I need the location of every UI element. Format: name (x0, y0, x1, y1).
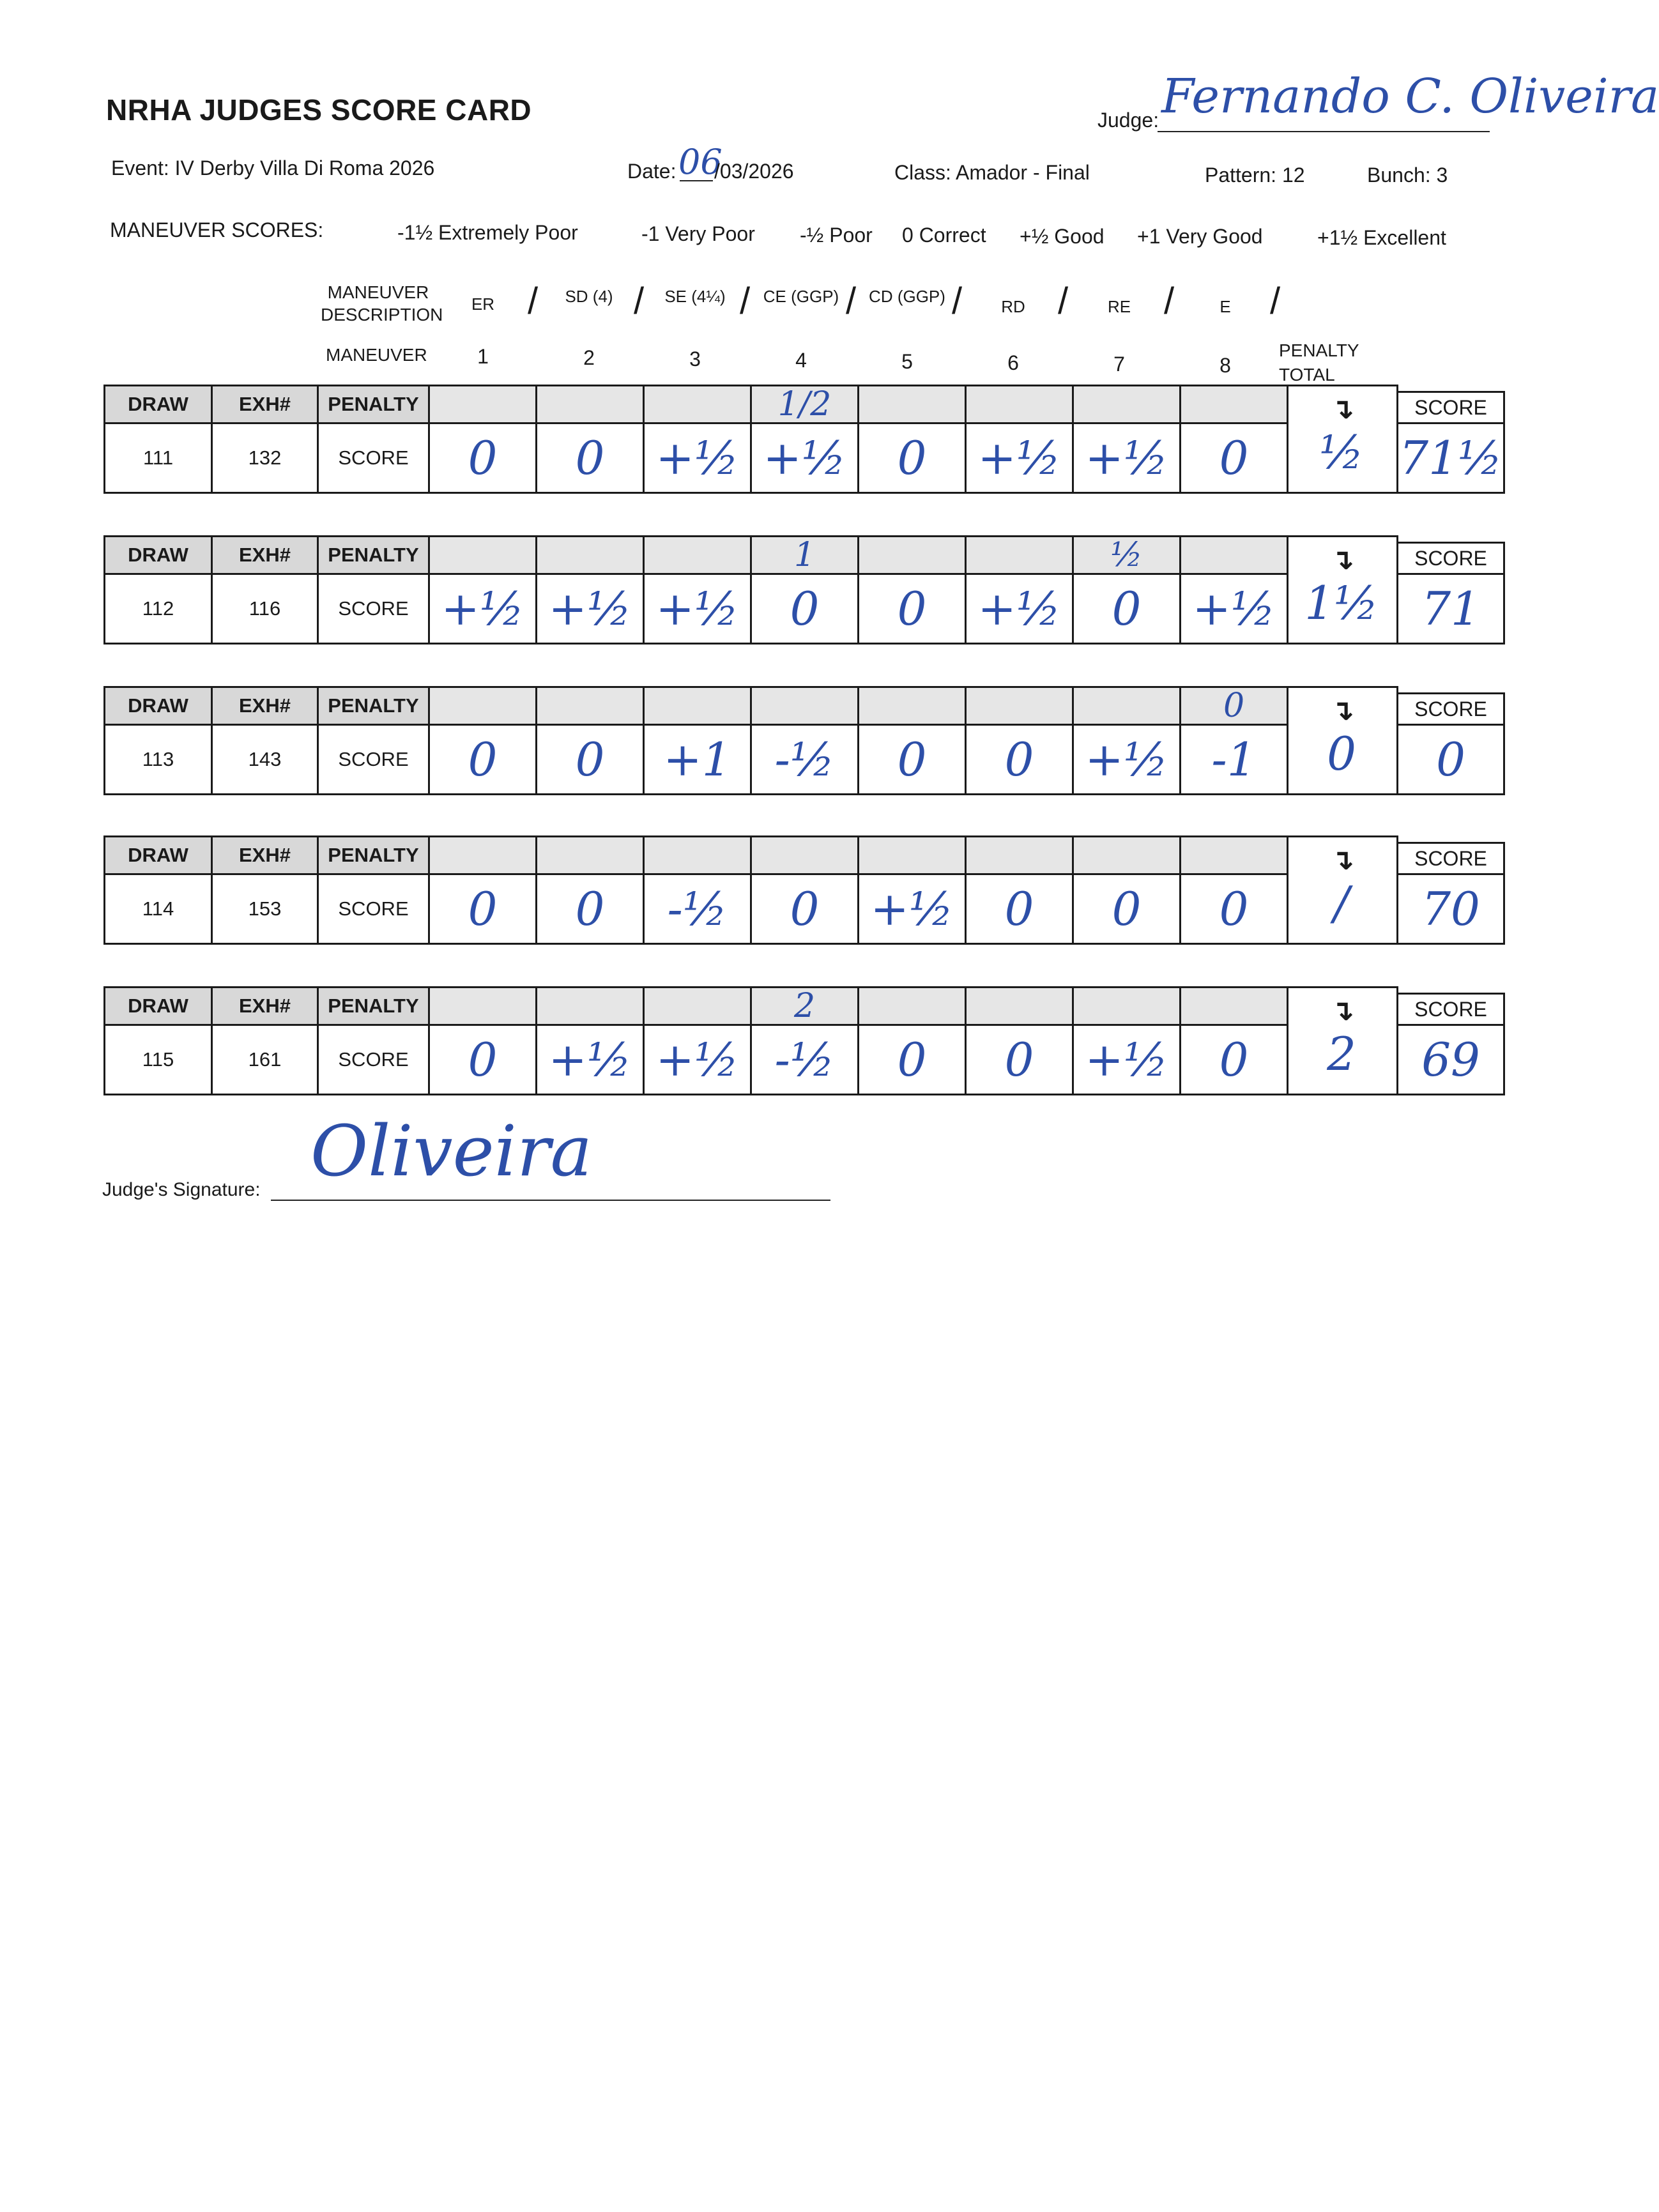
judge-label: Judge: (1097, 109, 1159, 132)
maneuver-score (857, 573, 967, 645)
signature-line (271, 1200, 830, 1201)
maneuver-score-value: 0 (1112, 882, 1142, 936)
maneuver-score-value: +½ (977, 582, 1061, 636)
class-label (894, 161, 1090, 185)
draw-header: DRAW (103, 835, 213, 875)
maneuver-penalty (535, 835, 645, 875)
class-label-text: Class: (894, 161, 951, 184)
maneuver-score-value: 0 (897, 431, 927, 485)
exh-header: EXH# (211, 535, 319, 575)
maneuver-description: RD (1001, 297, 1025, 316)
draw-number: 111 (103, 422, 213, 494)
legend-item: +1½ Excellent (1317, 226, 1446, 249)
legend-item: -1½ Extremely Poor (397, 221, 578, 244)
score-row-label: SCORE (317, 1024, 430, 1095)
maneuver-penalty (965, 686, 1074, 726)
penalty-total-label: PENALTY TOTAL (1279, 340, 1359, 385)
maneuver-score (535, 873, 645, 945)
score-row-label: SCORE (317, 573, 430, 645)
penalty-total-value: / (1333, 876, 1350, 930)
maneuver-penalty (965, 835, 1074, 875)
date-label: Date: (627, 160, 677, 183)
maneuver-score (535, 573, 645, 645)
maneuver-number: 1 (477, 345, 489, 368)
maneuver-penalty (428, 385, 537, 424)
maneuver-score-value: +½ (548, 1033, 632, 1087)
maneuver-score-value: 0 (897, 733, 927, 786)
bunch-value: 3 (1436, 164, 1448, 187)
maneuver-score (1179, 724, 1288, 795)
maneuver-score-value: 0 (468, 1033, 498, 1087)
legend-item: -½ Poor (800, 224, 873, 247)
down-arrow-icon: ↴ (1331, 544, 1354, 576)
maneuver-score-value: 0 (790, 882, 820, 936)
maneuver-score (535, 422, 645, 494)
draw-header: DRAW (103, 986, 213, 1026)
maneuver-penalty: 2 (750, 986, 859, 1026)
maneuver-penalty: ½ (1072, 535, 1181, 575)
penalty-header: PENALTY (317, 835, 430, 875)
maneuver-score (1179, 573, 1288, 645)
maneuver-number: 4 (795, 349, 807, 372)
maneuver-penalty (1072, 835, 1181, 875)
maneuver-score (643, 1024, 752, 1095)
maneuver-score-value: 0 (1004, 1033, 1034, 1087)
maneuver-score-value: +½ (655, 1033, 739, 1087)
event-value: IV Derby Villa Di Roma 2026 (174, 156, 435, 179)
exh-number: 116 (211, 573, 319, 645)
draw-number: 113 (103, 724, 213, 795)
judge-line (1158, 131, 1490, 132)
maneuver-description: CD (GGP) (869, 287, 945, 306)
column-divider: / (633, 280, 645, 322)
penalty-total-value: 0 (1327, 727, 1356, 781)
draw-header: DRAW (103, 686, 213, 726)
maneuver-score-value: +½ (977, 431, 1061, 485)
maneuver-score-value: 0 (1112, 582, 1142, 636)
draw-header: DRAW (103, 535, 213, 575)
maneuver-penalty (428, 835, 537, 875)
legend-item: 0 Correct (902, 224, 986, 247)
draw-number: 112 (103, 573, 213, 645)
legend-item: -1 Very Poor (641, 222, 755, 245)
maneuver-description: SD (4) (565, 287, 613, 306)
maneuver-penalty (1072, 385, 1181, 424)
maneuver-penalty (535, 686, 645, 726)
score-column-header: SCORE (1396, 692, 1505, 726)
maneuver-penalty (965, 986, 1074, 1026)
maneuver-description: RE (1107, 297, 1131, 316)
penalty-total-value: ½ (1319, 425, 1364, 479)
draw-number: 114 (103, 873, 213, 945)
legend-item: +½ Good (1020, 225, 1105, 248)
maneuver-description-label: MANEUVER DESCRIPTION (321, 282, 443, 324)
maneuver-score (750, 724, 859, 795)
signature-label: Judge's Signature: (102, 1179, 261, 1200)
draw-number: 115 (103, 1024, 213, 1095)
maneuver-score (1072, 873, 1181, 945)
maneuver-score-value: 0 (575, 882, 605, 936)
maneuver-score (750, 422, 859, 494)
column-divider: / (527, 280, 539, 322)
maneuver-score (428, 1024, 537, 1095)
maneuver-penalty: 0 (1179, 686, 1288, 726)
maneuver-penalty (535, 986, 645, 1026)
maneuver-score-value: -½ (774, 1033, 835, 1087)
down-arrow-icon: ↴ (1331, 844, 1354, 876)
maneuver-label: MANEUVER (326, 345, 427, 365)
maneuver-penalty (1179, 835, 1288, 875)
penalty-header: PENALTY (317, 686, 430, 726)
exh-number: 161 (211, 1024, 319, 1095)
maneuver-penalty (428, 535, 537, 575)
maneuver-score-value: 0 (790, 582, 820, 636)
maneuver-score (965, 873, 1074, 945)
maneuver-score-value: +½ (1085, 1033, 1168, 1087)
maneuver-score-value: -½ (774, 733, 835, 786)
judge-name: Fernando C. Oliveira (1161, 69, 1659, 124)
maneuver-number: 7 (1113, 353, 1125, 376)
maneuver-number: 2 (583, 346, 595, 369)
down-arrow-icon: ↴ (1331, 995, 1354, 1026)
exh-number: 132 (211, 422, 319, 494)
score-column-header: SCORE (1396, 391, 1505, 424)
maneuver-score-value: -1 (1211, 733, 1257, 786)
score-column-header: SCORE (1396, 542, 1505, 575)
maneuver-number: 8 (1219, 354, 1231, 377)
bunch-label (1367, 164, 1448, 187)
score-row-label: SCORE (317, 422, 430, 494)
maneuver-score-value: +1 (663, 733, 731, 786)
maneuver-score (535, 1024, 645, 1095)
maneuver-score (643, 422, 752, 494)
maneuver-score-value: 0 (1004, 733, 1034, 786)
maneuver-penalty (965, 385, 1074, 424)
maneuver-penalty: 1/2 (750, 385, 859, 424)
maneuver-score (857, 724, 967, 795)
pattern-value: 12 (1281, 164, 1305, 187)
final-score-value: 71 (1421, 582, 1480, 636)
maneuver-score-value: -½ (667, 882, 728, 936)
maneuver-score (643, 724, 752, 795)
maneuver-number: 5 (901, 350, 913, 373)
maneuver-score (1072, 1024, 1181, 1095)
final-score (1396, 573, 1505, 645)
maneuver-score (857, 422, 967, 494)
maneuver-penalty (750, 686, 859, 726)
maneuver-description: ER (471, 294, 495, 314)
class-value: Amador - Final (956, 161, 1090, 184)
final-score (1396, 873, 1505, 945)
maneuver-score (1072, 573, 1181, 645)
maneuver-penalty (643, 385, 752, 424)
maneuver-penalty (1179, 535, 1288, 575)
final-score (1396, 1024, 1505, 1095)
maneuver-penalty (643, 686, 752, 726)
maneuver-penalty (1179, 385, 1288, 424)
maneuver-score (750, 1024, 859, 1095)
maneuver-score-value: +½ (655, 431, 739, 485)
maneuver-score (965, 1024, 1074, 1095)
final-score (1396, 422, 1505, 494)
maneuver-score (428, 422, 537, 494)
date-day: 06 (678, 142, 722, 182)
maneuver-score (1072, 422, 1181, 494)
event-label (111, 156, 434, 180)
exh-header: EXH# (211, 686, 319, 726)
maneuver-score-value: 0 (897, 582, 927, 636)
column-divider: / (845, 280, 857, 322)
maneuver-score-value: 0 (1219, 431, 1249, 485)
penalty-total-value: 1½ (1304, 576, 1379, 630)
maneuver-penalty (965, 535, 1074, 575)
score-column-header: SCORE (1396, 842, 1505, 875)
maneuver-penalty (750, 835, 859, 875)
maneuver-score (965, 422, 1074, 494)
final-score (1396, 724, 1505, 795)
maneuver-score-value: +½ (1192, 582, 1276, 636)
maneuver-score-value: +½ (763, 431, 846, 485)
maneuver-penalty (857, 686, 967, 726)
maneuver-score (857, 1024, 967, 1095)
maneuver-penalty (643, 986, 752, 1026)
legend-label: MANEUVER SCORES: (110, 218, 324, 241)
maneuver-score (643, 573, 752, 645)
maneuver-penalty (643, 835, 752, 875)
score-row-label: SCORE (317, 873, 430, 945)
maneuver-score (965, 573, 1074, 645)
legend-item: +1 Very Good (1137, 225, 1263, 248)
maneuver-penalty (857, 385, 967, 424)
score-column-header: SCORE (1396, 993, 1505, 1026)
maneuver-penalty: 1 (750, 535, 859, 575)
maneuver-score-value: 0 (468, 733, 498, 786)
draw-header: DRAW (103, 385, 213, 424)
maneuver-penalty (1072, 986, 1181, 1026)
column-divider: / (951, 280, 963, 322)
maneuver-score-value: 0 (1004, 882, 1034, 936)
exh-header: EXH# (211, 835, 319, 875)
maneuver-penalty (535, 385, 645, 424)
maneuver-number: 6 (1007, 351, 1019, 374)
maneuver-penalty (428, 986, 537, 1026)
maneuver-penalty (857, 535, 967, 575)
final-score-value: 0 (1436, 733, 1465, 786)
column-divider: / (739, 280, 751, 322)
maneuver-number: 3 (689, 347, 701, 370)
penalty-header: PENALTY (317, 385, 430, 424)
maneuver-score-value: 0 (897, 1033, 927, 1087)
final-score-value: 70 (1421, 882, 1480, 936)
down-arrow-icon: ↴ (1331, 695, 1354, 726)
maneuver-penalty (643, 535, 752, 575)
maneuver-penalty (857, 986, 967, 1026)
maneuver-score (1072, 724, 1181, 795)
down-arrow-icon: ↴ (1331, 393, 1354, 425)
maneuver-score-value: +½ (1085, 733, 1168, 786)
maneuver-score-value: 0 (575, 733, 605, 786)
exh-number: 143 (211, 724, 319, 795)
bunch-label-text: Bunch: (1367, 164, 1431, 187)
maneuver-score-value: +½ (548, 582, 632, 636)
maneuver-penalty (857, 835, 967, 875)
maneuver-score (750, 873, 859, 945)
column-divider: / (1163, 280, 1175, 322)
maneuver-score-value: 0 (468, 882, 498, 936)
penalty-total-value: 2 (1327, 1027, 1356, 1081)
exh-header: EXH# (211, 385, 319, 424)
exh-number: 153 (211, 873, 319, 945)
maneuver-score (428, 573, 537, 645)
maneuver-description: E (1219, 297, 1231, 316)
maneuver-score (643, 873, 752, 945)
maneuver-score-value: 0 (1219, 1033, 1249, 1087)
date-rest: /03/2026 (714, 160, 794, 183)
score-row-label: SCORE (317, 724, 430, 795)
column-divider: / (1057, 280, 1069, 322)
final-score-value: 71½ (1399, 431, 1502, 485)
maneuver-score-value: +½ (1085, 431, 1168, 485)
maneuver-score (1179, 873, 1288, 945)
maneuver-penalty (1179, 986, 1288, 1026)
maneuver-score-value: 0 (1219, 882, 1249, 936)
maneuver-score-value: +½ (870, 882, 954, 936)
maneuver-score-value: +½ (655, 582, 739, 636)
column-divider: / (1269, 280, 1281, 322)
maneuver-penalty (1072, 686, 1181, 726)
penalty-header: PENALTY (317, 986, 430, 1026)
maneuver-score-value: 0 (468, 431, 498, 485)
event-label-text: Event: (111, 156, 169, 179)
maneuver-score (750, 573, 859, 645)
maneuver-score (1179, 422, 1288, 494)
maneuver-score (857, 873, 967, 945)
maneuver-score (428, 873, 537, 945)
maneuver-penalty (428, 686, 537, 726)
maneuver-score (1179, 1024, 1288, 1095)
maneuver-score (428, 724, 537, 795)
maneuver-score (535, 724, 645, 795)
maneuver-penalty (535, 535, 645, 575)
maneuver-score-value: +½ (441, 582, 524, 636)
penalty-header: PENALTY (317, 535, 430, 575)
maneuver-description: CE (GGP) (763, 287, 839, 306)
exh-header: EXH# (211, 986, 319, 1026)
maneuver-score-value: 0 (575, 431, 605, 485)
maneuver-score (965, 724, 1074, 795)
pattern-label-text: Pattern: (1205, 164, 1277, 187)
pattern-label (1205, 164, 1305, 187)
maneuver-description: SE (4¼) (664, 287, 726, 306)
page-title: NRHA JUDGES SCORE CARD (106, 93, 532, 126)
final-score-value: 69 (1421, 1033, 1480, 1087)
judge-signature: Oliveira (310, 1110, 593, 1192)
